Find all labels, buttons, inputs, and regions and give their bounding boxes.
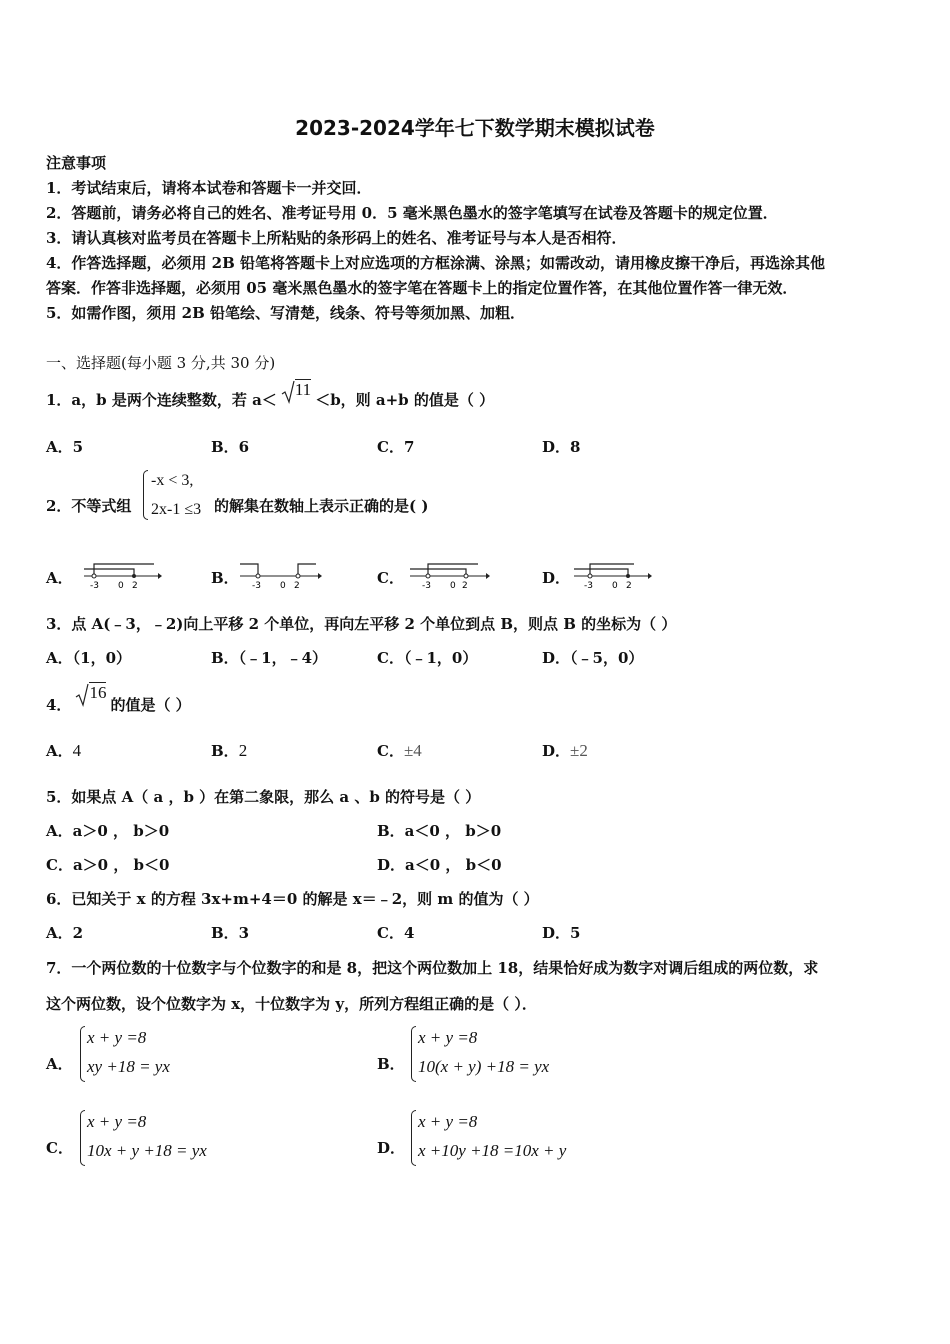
q3-option-a[interactable]: A．（1，0） bbox=[46, 649, 132, 667]
tick-label-neg3: -3 bbox=[584, 581, 593, 591]
q2-numberline-c[interactable] bbox=[408, 556, 492, 592]
q7-system-d[interactable] bbox=[418, 1107, 566, 1165]
q6-option-c[interactable]: C．4 bbox=[377, 924, 415, 942]
radical-sign bbox=[281, 380, 295, 404]
notice-line-2: 2．答题前，请务必将自己的姓名、准考证号用 0．5 毫米黑色墨水的签字笔填写在试卷及答题卡的规定位置． bbox=[46, 204, 778, 222]
q7-d-eq-2: x +10y +18 =10x + y bbox=[418, 1141, 567, 1160]
q2-post: 的解集在数轴上表示正确的是( ) bbox=[214, 497, 429, 515]
tick-label-0: 0 bbox=[280, 581, 286, 591]
q6-stem: 6．已知关于 x 的方程 3x+m+4＝0 的解是 x＝﹣2，则 m 的值为（ ） bbox=[46, 890, 539, 908]
sqrt-16: 16 bbox=[75, 695, 106, 715]
q2-numberline-b[interactable] bbox=[238, 556, 324, 592]
tick-label-neg3: -3 bbox=[252, 581, 261, 591]
q7-label-a[interactable]: A． bbox=[46, 1055, 73, 1073]
q5-stem: 5．如果点 A（ a ，b ）在第二象限，那么 a 、b 的符号是（ ） bbox=[46, 788, 481, 806]
q3-option-d[interactable]: D．（﹣5，0） bbox=[542, 649, 644, 667]
q5-option-d[interactable]: D．a＜0 ， b＜0 bbox=[377, 856, 502, 874]
notice-line-1: 1．考试结束后，请将本试卷和答题卡一并交回． bbox=[46, 179, 372, 197]
page-title: 2023-2024学年七下数学期末模拟试卷 bbox=[295, 116, 655, 140]
tick-label-0: 0 bbox=[450, 581, 456, 591]
q7-brace-b bbox=[411, 1026, 416, 1082]
q2-label-a[interactable]: A． bbox=[46, 569, 73, 587]
q2-label-c[interactable]: C． bbox=[377, 569, 404, 587]
tick-label-2: 2 bbox=[462, 581, 468, 591]
q7-stem-line-1: 7．一个两位数的十位数字与个位数字的和是 8，把这个两位数加上 18，结果恰好成为数字对调后组成的两位数，求 bbox=[46, 959, 819, 977]
q7-b-eq-1: x + y =8 bbox=[418, 1028, 478, 1047]
q6-option-a[interactable]: A．2 bbox=[46, 924, 84, 942]
q7-c-eq-2: 10x + y +18 = yx bbox=[87, 1141, 207, 1160]
tick-label-neg3: -3 bbox=[422, 581, 431, 591]
q7-b-eq-2: 10(x + y) +18 = yx bbox=[418, 1057, 550, 1076]
radical-sign bbox=[75, 683, 89, 707]
q4-option-b[interactable]: B．2 bbox=[211, 741, 248, 760]
notice-heading: 注意事项 bbox=[46, 154, 107, 172]
q5-option-a[interactable]: A．a＞0 ， b＞0 bbox=[46, 822, 170, 840]
q7-a-eq-2: xy +18 = yx bbox=[87, 1057, 170, 1076]
q7-brace-d bbox=[411, 1110, 416, 1166]
q4-stem: 4． 16的值是（ ） bbox=[46, 683, 191, 714]
q4-option-a[interactable]: A．4 bbox=[46, 741, 82, 760]
tick-label-2: 2 bbox=[132, 581, 138, 591]
q7-c-eq-1: x + y =8 bbox=[87, 1112, 147, 1131]
q2-numberline-a[interactable] bbox=[82, 556, 162, 592]
q2-system-line-2: 2x-1 ≤3 bbox=[151, 501, 202, 518]
q1-option-a[interactable]: A．5 bbox=[46, 438, 84, 456]
q2-brace bbox=[143, 470, 148, 520]
notice-line-4: 4．作答选择题，必须用 2B 铅笔将答题卡上对应选项的方框涂满、涂黑；如需改动，请用橡皮擦干净后，再选涂其他 bbox=[46, 254, 826, 272]
q2-label-b[interactable]: B． bbox=[211, 569, 239, 587]
q1-option-d[interactable]: D．8 bbox=[542, 438, 581, 456]
q7-brace-a bbox=[80, 1026, 85, 1082]
tick-label-2: 2 bbox=[294, 581, 300, 591]
q2-system bbox=[151, 466, 201, 524]
q3-option-b[interactable]: B．（﹣1，﹣4） bbox=[211, 649, 328, 667]
q2-label-d[interactable]: D． bbox=[542, 569, 571, 587]
q6-option-b[interactable]: B．3 bbox=[211, 924, 250, 942]
q1-option-c[interactable]: C．7 bbox=[377, 438, 415, 456]
q7-label-c[interactable]: C． bbox=[46, 1139, 73, 1157]
q7-system-a[interactable] bbox=[87, 1023, 170, 1081]
q4-option-c[interactable]: C．±4 bbox=[377, 741, 422, 760]
q6-option-d[interactable]: D．5 bbox=[542, 924, 581, 942]
section-heading: 一、选择题(每小题 3 分,共 30 分) bbox=[46, 354, 276, 372]
notice-line-6: 5．如需作图，须用 2B 铅笔绘、写清楚，线条、符号等须加黑、加粗． bbox=[46, 304, 525, 322]
notice-line-3: 3．请认真核对监考员在答题卡上所粘贴的条形码上的姓名、准考证号与本人是否相符． bbox=[46, 229, 627, 247]
q7-a-eq-1: x + y =8 bbox=[87, 1028, 147, 1047]
q3-stem: 3．点 A(﹣3，﹣2)向上平移 2 个单位，再向左平移 2 个单位到点 B，则点 B 的坐标为（ ） bbox=[46, 615, 677, 633]
q5-option-b[interactable]: B．a＜0 ， b＞0 bbox=[377, 822, 502, 840]
tick-label-0: 0 bbox=[612, 581, 618, 591]
tick-label-0: 0 bbox=[118, 581, 124, 591]
tick-label-2: 2 bbox=[626, 581, 632, 591]
q7-system-c[interactable] bbox=[87, 1107, 207, 1165]
q1-option-b[interactable]: B．6 bbox=[211, 438, 250, 456]
q7-stem-line-2: 这个两位数，设个位数字为 x，十位数字为 y，所列方程组正确的是（ ）． bbox=[46, 995, 537, 1013]
sqrt-11: 11 bbox=[281, 390, 311, 410]
q7-d-eq-1: x + y =8 bbox=[418, 1112, 478, 1131]
tick-label-neg3: -3 bbox=[90, 581, 99, 591]
q7-label-d[interactable]: D． bbox=[377, 1139, 406, 1157]
q1-stem: 1．a，b 是两个连续整数，若 a＜ 11＜b，则 a+b 的值是（ ） bbox=[46, 380, 495, 409]
q7-brace-c bbox=[80, 1110, 85, 1166]
q7-label-b[interactable]: B． bbox=[377, 1055, 405, 1073]
q3-option-c[interactable]: C．（﹣1，0） bbox=[377, 649, 478, 667]
q4-option-d[interactable]: D．±2 bbox=[542, 741, 588, 760]
q2-system-line-1: -x < 3, bbox=[151, 472, 194, 489]
q5-option-c[interactable]: C．a＞0 ， b＜0 bbox=[46, 856, 170, 874]
notice-line-5: 答案．作答非选择题，必须用 05 毫米黑色墨水的签字笔在答题卡上的指定位置作答，在其他位置作答一律无效． bbox=[46, 279, 798, 297]
q2-pre: 2．不等式组 bbox=[46, 497, 132, 515]
q2-numberline-d[interactable] bbox=[572, 556, 656, 592]
q7-system-b[interactable] bbox=[418, 1023, 549, 1081]
